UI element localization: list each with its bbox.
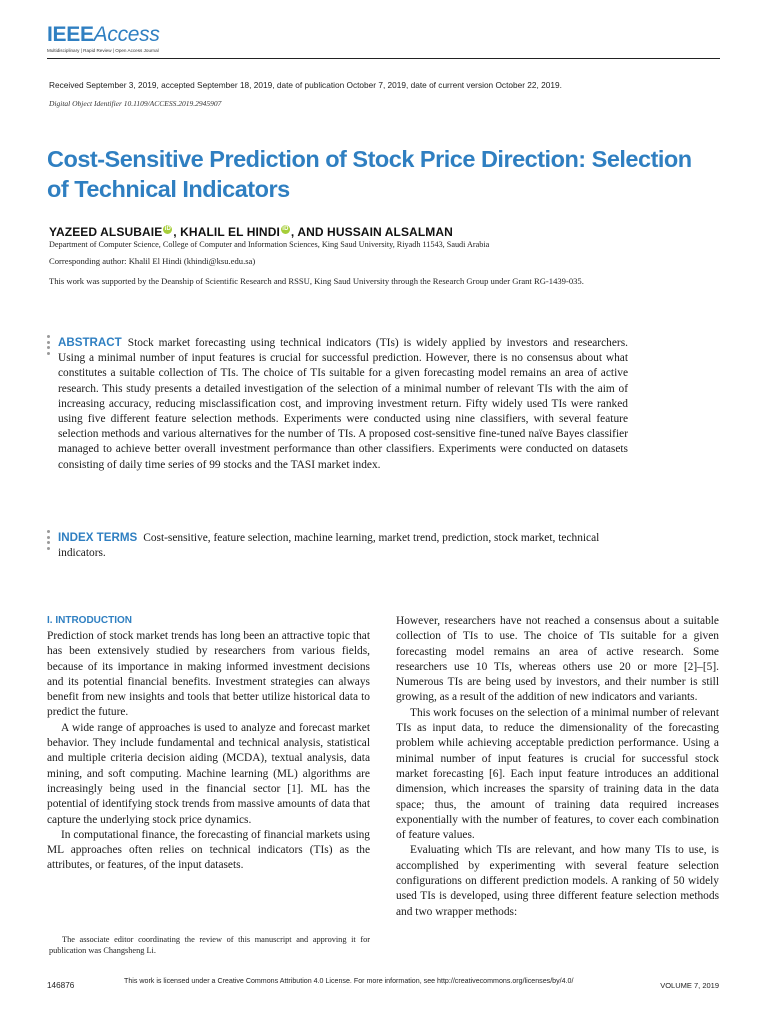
license-note[interactable]: This work is licensed under a Creative Commons Attribution 4.0 License. For more information, see http://creativecommons.org/licenses/by/4.0/: [124, 977, 574, 985]
page-number: 146876: [47, 981, 75, 990]
logo-tagline: Multidisciplinary | Rapid Review | Open Access Journal: [47, 48, 159, 53]
affiliation: Department of Computer Science, College of Computer and Information Sciences, King Saud University, Riyadh 11543, Saudi Arabia: [49, 240, 490, 249]
abstract: [58, 335, 628, 473]
doi-line: Digital Object Identifier 10.1109/ACCESS.2019.2945907: [49, 99, 222, 108]
paragraph: Evaluating which TIs are relevant, and how many TIs to use, is accomplished by experimenting with several feature selection configurations on different prediction models. A ranking of 50 widely used TIs is developed, using three different feature selection methods and two wrapper methods:: [396, 844, 719, 918]
orcid-icon[interactable]: iD: [282, 226, 289, 232]
abstract-text: Stock market forecasting using technical indicators (TIs) is widely applied by investors and researchers. Using a minimal number of input features is crucial for successful prediction. However, there is no consensus about what constitutes a suitable collection of TIs. The choice of TIs suitable for a given forecasting model remains an area of active research. This study presents a detailed investigation of the selection of a minimal number of relevant TIs with the aim of increasing accuracy, reducing misclassification cost, and improving investment return. Fifty widely used TIs were ranked using five different feature selection methods. Experiments were conducted using nine classifiers, with several feature selection methods and various alternatives for the number of TIs. A proposed cost-sensitive fine-tuned naïve Bayes classifier managed to achieve better overall investment performance than other classifiers. Experiments were conducted on datasets consisting of daily time series of 99 stocks and the TASI market index.: [58, 337, 628, 471]
author-list: [49, 225, 453, 239]
author-2: , KHALIL EL HINDI: [173, 225, 280, 239]
editor-footnote: The associate editor coordinating the review of this manuscript and approving it for publication was Changsheng Li.: [49, 935, 370, 955]
paragraph: In computational finance, the forecasting of financial markets using ML approaches often relies on technical indicators (TIs) as the attributes, or features, of the input datasets.: [47, 828, 370, 872]
volume-label: VOLUME 7, 2019: [660, 981, 719, 990]
author-3: , AND HUSSAIN ALSALMAN: [290, 225, 453, 239]
paper-title: Cost-Sensitive Prediction of Stock Price Direction: Selection of Technical Indicators: [47, 146, 692, 202]
index-terms-text: Cost-sensitive, feature selection, machine learning, market trend, prediction, stock market, technical indicators.: [58, 532, 600, 560]
logo-access: Access: [93, 23, 160, 46]
index-terms-label: INDEX TERMS: [58, 531, 138, 544]
index-terms-marker-icon: [47, 530, 51, 552]
received-dates: Received September 3, 2019, accepted September 18, 2019, date of publication October 7, 2019, date of current version October 22, 2019.: [49, 80, 562, 90]
funding-note: This work was supported by the Deanship of Scientific Research and RSSU, King Saud University through the Research Group under Grant RG-1439-035.: [49, 276, 584, 286]
abstract-label: ABSTRACT: [58, 336, 122, 349]
index-terms: [58, 530, 628, 561]
corresponding-author: Corresponding author: Khalil El Hindi (khindi@ksu.edu.sa): [49, 256, 256, 266]
logo-wordmark: [47, 24, 160, 45]
paragraph: A wide range of approaches is used to analyze and forecast market behavior. They include fundamental and technical analysis, statistical and multiple criteria decision aiding (MCDA), textual analysis, data mining, and soft computing. Machine learning (ML) algorithms are increasingly being used in the financial sector [1]. ML has the potential of identifying stock trends from massive amounts of data that capture the underlying stock price dynamics.: [47, 721, 370, 826]
left-column: [47, 614, 370, 874]
paragraph: This work focuses on the selection of a minimal number of relevant TIs as input data, to reduce the dimensionality of the forecasting problem while achieving acceptable prediction performance. Using a minimal number of input features is crucial for successful stock market forecasting [6]. Each input feature introduces an additional dimension, which increases the sparsity of training data in the data space; thus, the amount of training data required increases exponentially with the number of features, to cover each combination of feature values.: [396, 706, 719, 842]
abstract-marker-icon: [47, 335, 51, 357]
logo-ieee: IEEE: [47, 23, 94, 46]
orcid-icon[interactable]: iD: [164, 226, 171, 232]
header-rule: [47, 58, 720, 59]
paragraph: However, researchers have not reached a consensus about a suitable collection of TIs to use. The choice of TIs suitable for a given forecasting model remains an area of active research. Some researchers use 10 TIs, whereas others use 20 or more [2]–[5]. Numerous TIs are being used by investors, and their number is still growing, as a result of the addition of new indicators and variants.: [396, 615, 719, 704]
author-1: YAZEED ALSUBAIE: [49, 225, 163, 239]
paragraph: Prediction of stock market trends has long been an attractive topic that has been extensively studied by researchers from various fields, because of its importance in making informed investment decisions and its potential financial benefits. Investment strategies can always benefit from new insights and tools that better utilize historical data to predict the future.: [47, 630, 370, 719]
journal-logo: [47, 24, 160, 53]
section-heading: I. INTRODUCTION: [47, 615, 132, 626]
right-column: [396, 614, 719, 920]
